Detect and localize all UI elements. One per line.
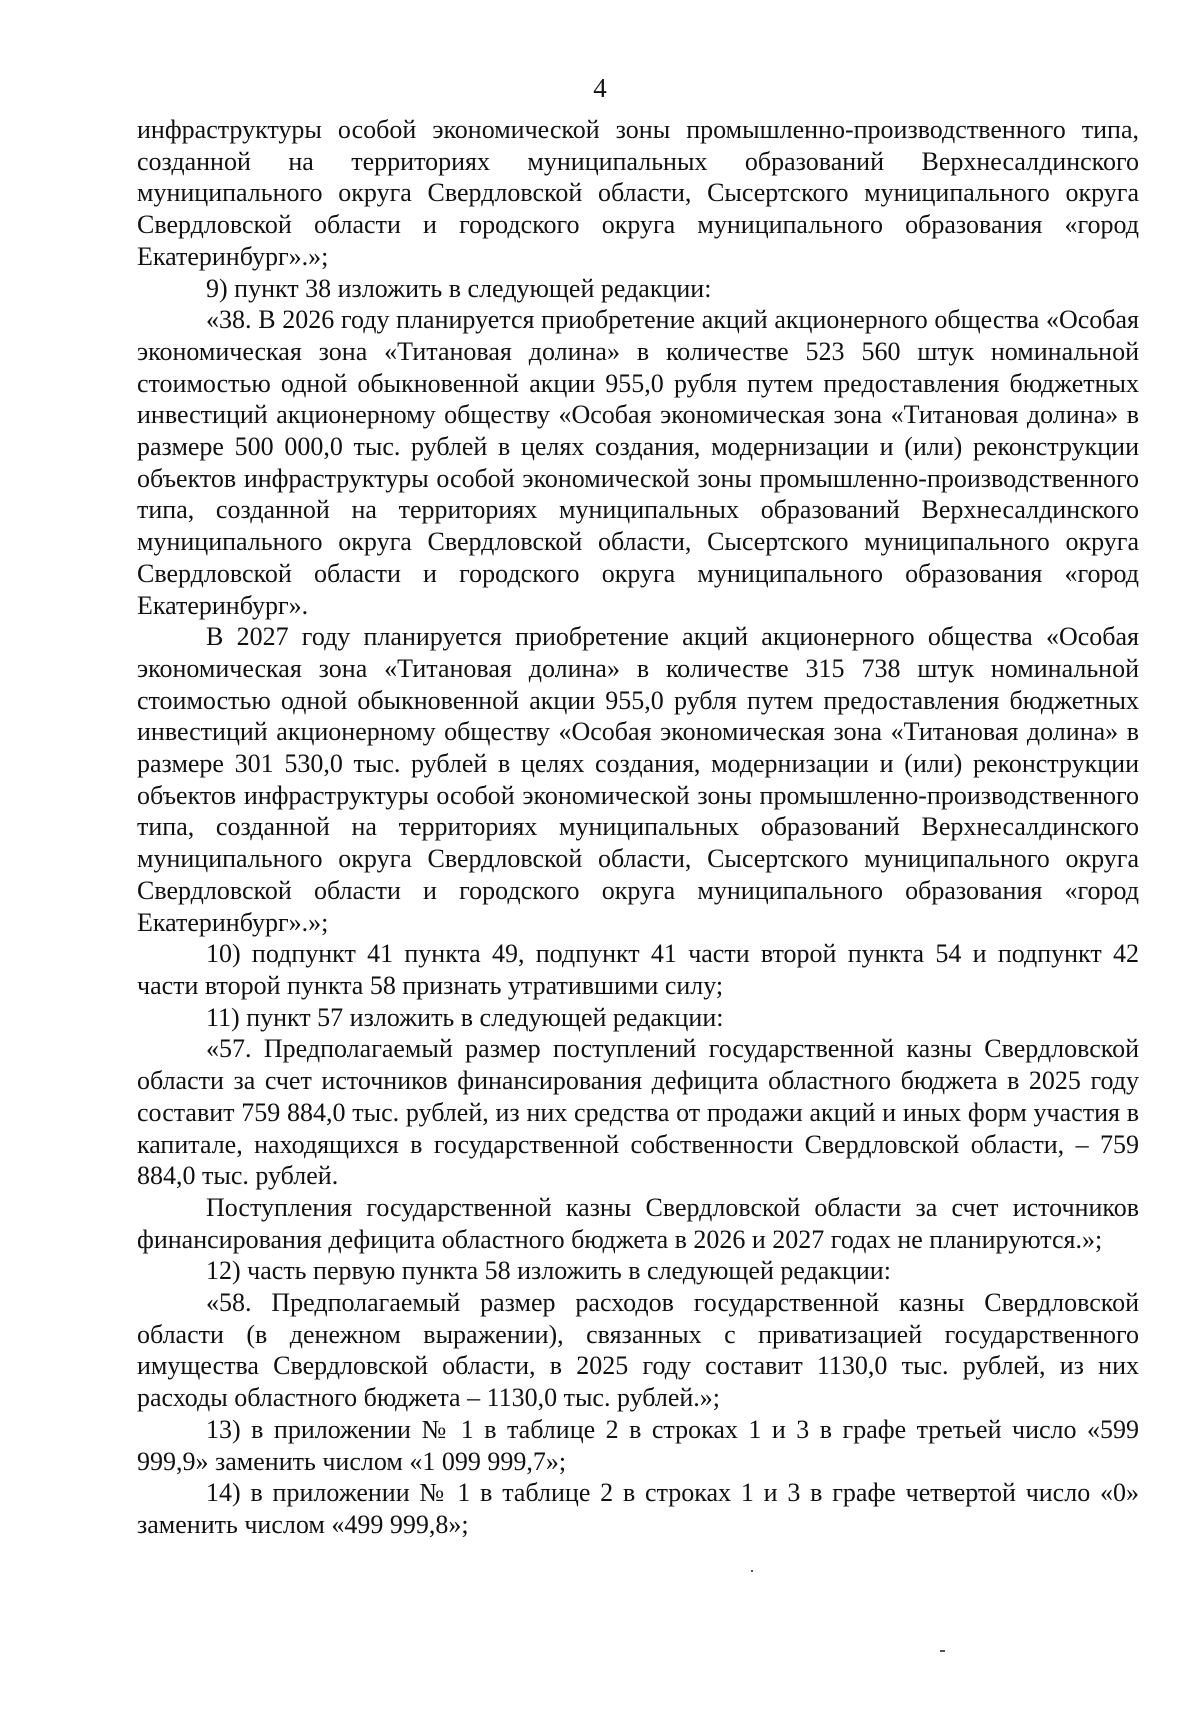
document-body <box>137 114 1139 1541</box>
scan-speck <box>751 1570 753 1572</box>
paragraph: «38. В 2026 году планируется приобретение акций акционерного общества «Особая экономическая зона «Титановая долина» в количестве 523 560 штук номинальной стоимостью одной обыкновенной акции 955,0 рубля путем предоставления бюджетных инвестиций акционерному обществу «Особая экономическая зона «Титановая долина» в размере 500 000,0 тыс. рублей в целях создания, модернизации и (или) реконструкции объектов инфраструктуры особой экономической зоны промышленно-производственного типа, созданной на территориях муниципальных образований Верхнесалдинского муниципального округа Свердловской области, Сысертского муниципального округа Свердловской области и городского округа муниципального образования «город Екатеринбург». <box>137 305 1139 620</box>
paragraph: В 2027 году планируется приобретение акций акционерного общества «Особая экономическая зона «Титановая долина» в количестве 315 738 штук номинальной стоимостью одной обыкновенной акции 955,0 рубля путем предоставления бюджетных инвестиций акционерному обществу «Особая экономическая зона «Титановая долина» в размере 301 530,0 тыс. рублей в целях создания, модернизации и (или) реконструкции объектов инфраструктуры особой экономической зоны промышленно-производственного типа, созданной на территориях муниципальных образований Верхнесалдинского муниципального округа Свердловской области, Сысертского муниципального округа Свердловской области и городского округа муниципального образования «город Екатеринбург».»; <box>137 622 1139 937</box>
paragraph: «57. Предполагаемый размер поступлений государственной казны Свердловской области за счет источников финансирования дефицита областного бюджета в 2025 году составит 759 884,0 тыс. рублей, из них средства от продажи акций и иных форм участия в капитале, находящихся в государственной собственности Свердловской области, – 759 884,0 тыс. рублей. <box>137 1034 1139 1191</box>
paragraph: инфраструктуры особой экономической зоны промышленно-производственного типа, созданной на территориях муниципальных образований Верхнесалдинского муниципального округа Свердловской области, Сысертского муниципального округа Свердловской области и городского округа муниципального образования «город Екатеринбург».»; <box>137 115 1139 271</box>
paragraph: 9) пункт 38 изложить в следующей редакции: <box>206 273 712 303</box>
paragraph: 13) в приложении № 1 в таблице 2 в строках 1 и 3 в графе третьей число «599 999,9» заменить числом «1 099 999,7»; <box>137 1414 1139 1476</box>
paragraph: 10) подпункт 41 пункта 49, подпункт 41 части второй пункта 54 и подпункт 42 части второй пункта 58 признать утратившими силу; <box>137 939 1139 1000</box>
paragraph: 14) в приложении № 1 в таблице 2 в строках 1 и 3 в графе четвертой число «0» заменить числом «499 999,8»; <box>137 1478 1139 1539</box>
paragraph: «58. Предполагаемый размер расходов государственной казны Свердловской области (в денежном выражении), связанных с приватизацией государственного имущества Свердловской области, в 2025 году составит 1130,0 тыс. рублей, из них расходы областного бюджета – 1130,0 тыс. рублей.»; <box>137 1288 1139 1413</box>
page-number: 4 <box>593 73 607 103</box>
paragraph: Поступления государственной казны Свердловской области за счет источников финансирования дефицита областного бюджета в 2026 и 2027 годах не планируются.»; <box>137 1192 1139 1254</box>
scan-speck <box>940 1650 945 1652</box>
paragraph: 12) часть первую пункта 58 изложить в следующей редакции: <box>206 1256 891 1286</box>
paragraph: 11) пункт 57 изложить в следующей редакции: <box>206 1002 724 1032</box>
